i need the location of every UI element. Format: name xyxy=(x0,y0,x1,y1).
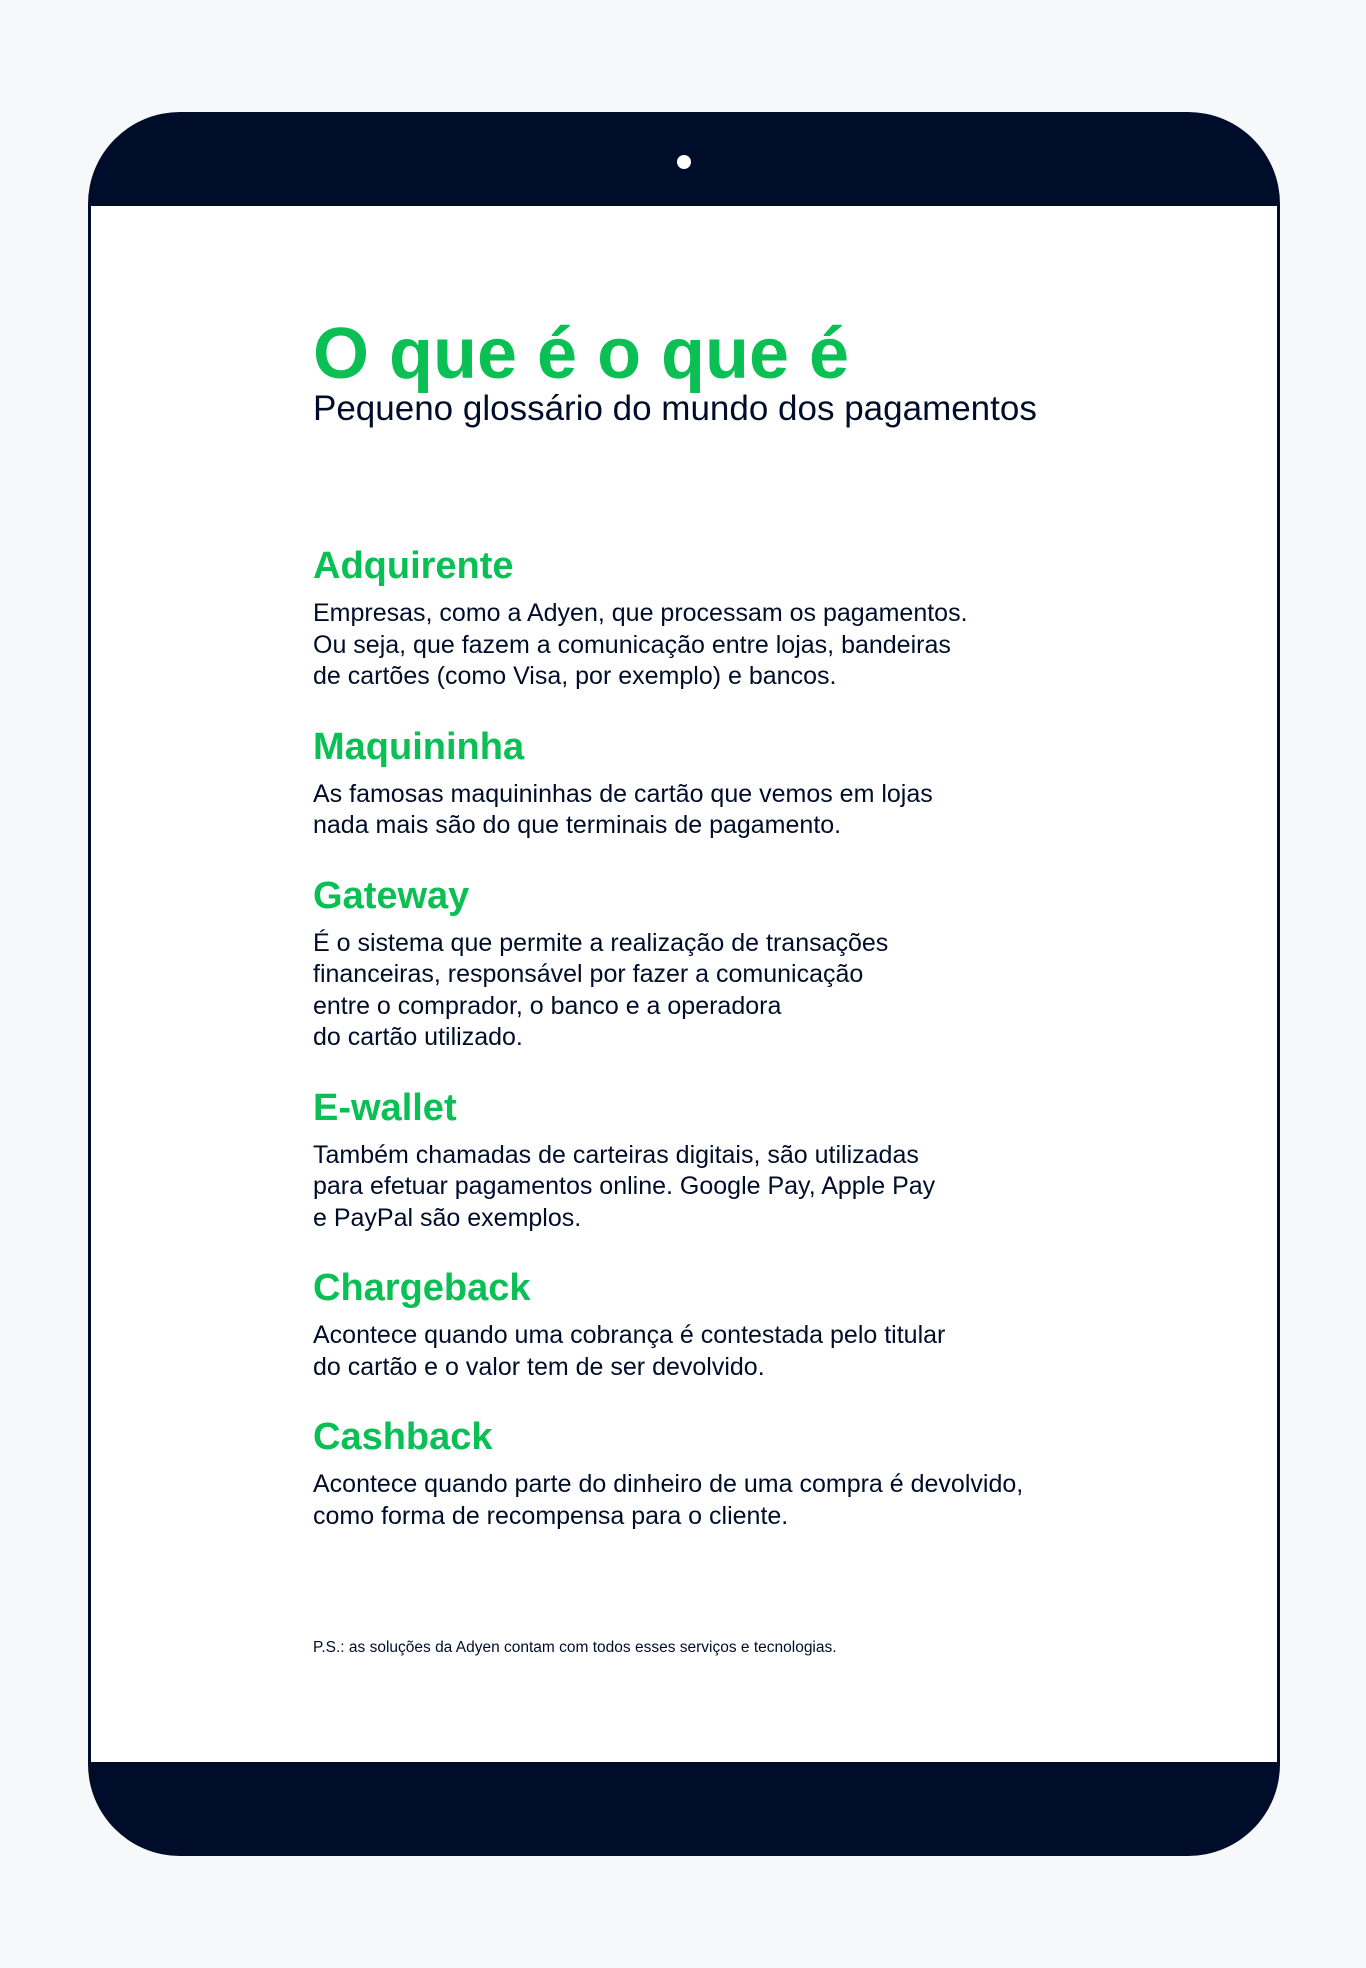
term-name: Adquirente xyxy=(313,545,514,587)
glossary-item-gateway xyxy=(313,872,1113,1054)
term-definition: Acontece quando parte do dinheiro de uma compra é devolvido, como forma de recompensa para o cliente. xyxy=(313,1470,1024,1530)
tablet-frame xyxy=(88,112,1280,1856)
page-subtitle: Pequeno glossário do mundo dos pagamentos xyxy=(313,389,1037,428)
glossary-item-chargeback xyxy=(313,1264,1113,1383)
term-name: Chargeback xyxy=(313,1267,531,1309)
glossary-item-cashback xyxy=(313,1413,1113,1532)
footnote: P.S.: as soluções da Adyen contam com todos esses serviços e tecnologias. xyxy=(313,1639,837,1656)
glossary-item-maquininha xyxy=(313,723,1113,842)
camera-dot xyxy=(677,155,691,169)
term-definition: As famosas maquininhas de cartão que vemos em lojas nada mais são do que terminais de pagamento. xyxy=(313,779,933,839)
tablet-screen xyxy=(91,206,1277,1762)
term-definition: Também chamadas de carteiras digitais, são utilizadas para efetuar pagamentos online. Google Pay, Apple Pay e PayPal são exemplos. xyxy=(313,1140,936,1232)
term-definition: Acontece quando uma cobrança é contestada pelo titular do cartão e o valor tem de ser devolvido. xyxy=(313,1321,946,1381)
term-definition: Empresas, como a Adyen, que processam os pagamentos. Ou seja, que fazem a comunicação entre lojas, bandeiras de cartões (como Visa, por exemplo) e bancos. xyxy=(313,599,968,690)
page-title: O que é o que é xyxy=(313,314,850,394)
glossary-item-e-wallet xyxy=(313,1084,1113,1235)
term-name: Maquininha xyxy=(313,725,525,768)
term-name: Gateway xyxy=(313,874,470,917)
term-name: Cashback xyxy=(313,1416,493,1458)
term-definition: É o sistema que permite a realização de transações financeiras, responsável por fazer a comunicação entre o comprador, o banco e a operadora do cartão utilizado. xyxy=(313,928,889,1051)
term-name: E-wallet xyxy=(313,1086,457,1129)
glossary-list xyxy=(313,542,1113,1562)
glossary-item-adquirente xyxy=(313,542,1113,693)
